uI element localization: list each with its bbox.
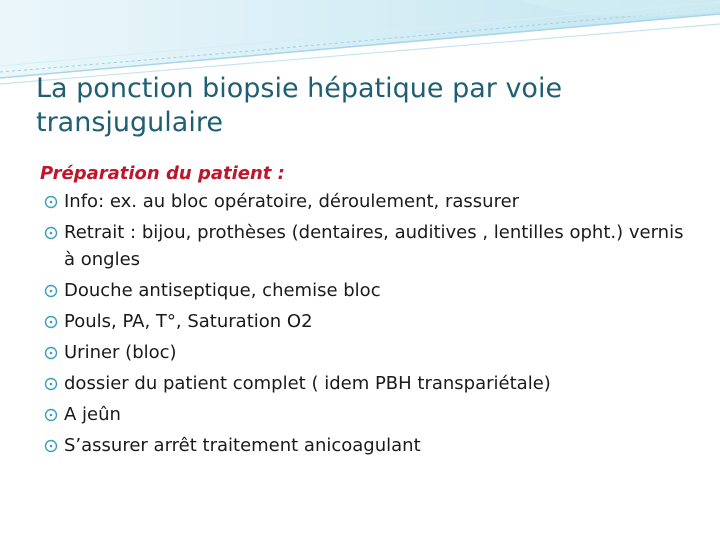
slide-content xyxy=(40,160,700,463)
sun-symbol-icon xyxy=(44,408,58,422)
list-item xyxy=(40,401,700,428)
list-item xyxy=(40,432,700,459)
bullet-text: Douche antiseptique, chemise bloc xyxy=(64,280,381,301)
sun-symbol-icon xyxy=(44,195,58,209)
bullet-text: Pouls, PA, T°, Saturation O2 xyxy=(64,311,313,332)
list-item xyxy=(40,339,700,366)
sun-symbol-icon xyxy=(44,226,58,240)
list-item xyxy=(40,188,700,215)
bullet-text: Retrait : bijou, prothèses (dentaires, auditives , lentilles opht.) vernis à ongles xyxy=(64,222,684,270)
bullet-text: Uriner (bloc) xyxy=(64,342,177,363)
sun-symbol-icon xyxy=(44,346,58,360)
bullet-text: Info: ex. au bloc opératoire, déroulement, rassurer xyxy=(64,191,520,212)
bullet-text: A jeûn xyxy=(64,404,121,425)
sun-symbol-icon xyxy=(44,315,58,329)
list-item xyxy=(40,219,700,273)
slide-title: La ponction biopsie hépatique par voie transjugulaire xyxy=(36,73,563,138)
sun-symbol-icon xyxy=(44,439,58,453)
bullet-list xyxy=(40,188,700,459)
bullet-text: S’assurer arrêt traitement anicoagulant xyxy=(64,435,421,456)
section-heading: Préparation du patient : xyxy=(40,163,285,184)
list-item xyxy=(40,277,700,304)
sun-symbol-icon xyxy=(44,377,58,391)
list-item xyxy=(40,308,700,335)
bullet-text: dossier du patient complet ( idem PBH transpariétale) xyxy=(64,373,551,394)
sun-symbol-icon xyxy=(44,284,58,298)
list-item xyxy=(40,370,700,397)
